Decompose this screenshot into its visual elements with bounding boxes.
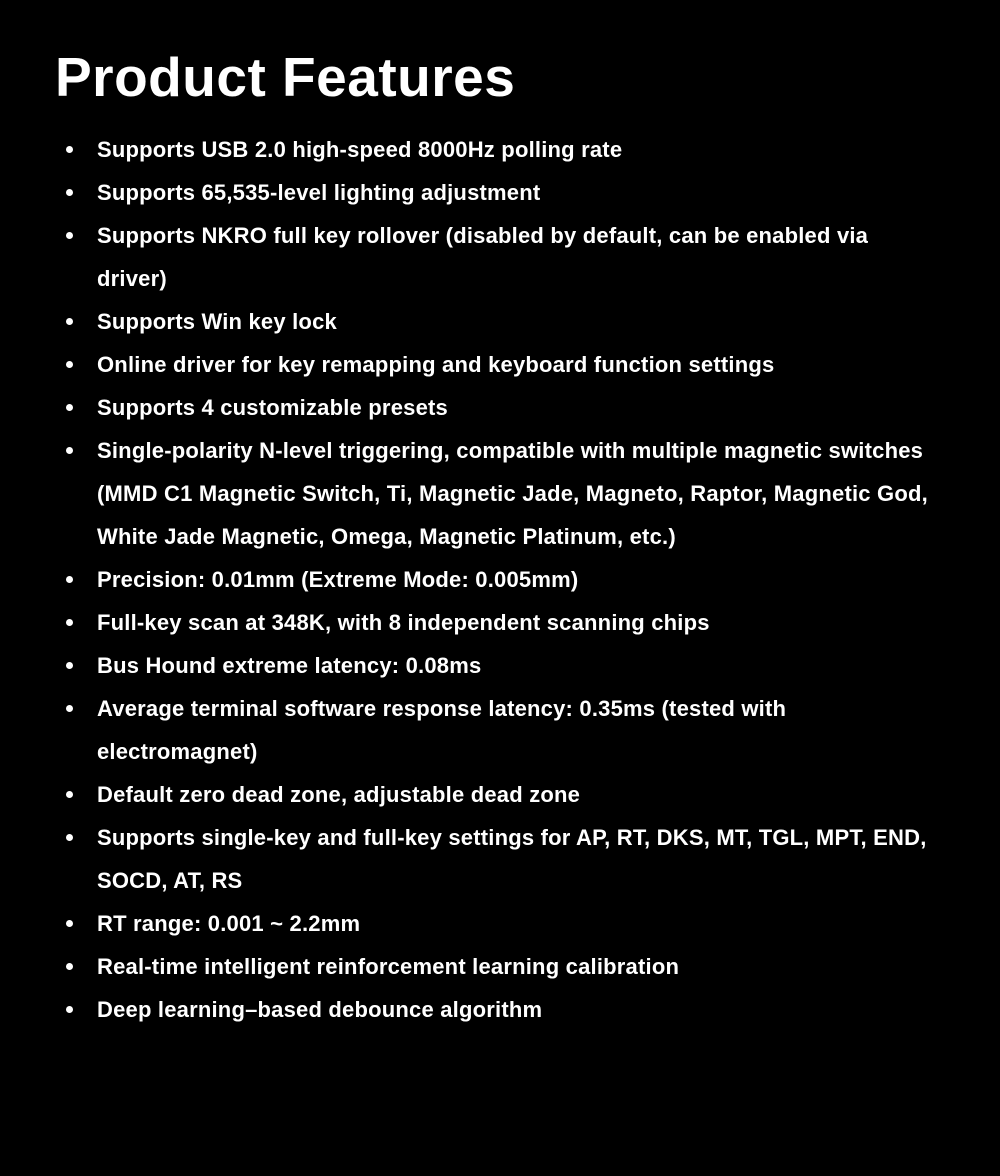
- feature-item: [55, 687, 939, 773]
- feature-text: Supports NKRO full key rollover (disabled by default, can be enabled via driver): [97, 223, 869, 291]
- feature-item: [55, 945, 939, 988]
- feature-text: Default zero dead zone, adjustable dead zone: [97, 782, 581, 807]
- feature-item: [55, 214, 939, 300]
- bullet-icon: [66, 662, 73, 669]
- feature-text: Single-polarity N-level triggering, compatible with multiple magnetic switches (MMD C1 Magnetic Switch, Ti, Magnetic Jade, Magneto, Raptor, Magnetic God, White Jade Magnetic, Omega, Magnetic Platinum, etc.): [97, 438, 928, 549]
- bullet-icon: [66, 189, 73, 196]
- bullet-icon: [66, 576, 73, 583]
- feature-item: [55, 773, 939, 816]
- feature-item: [55, 386, 939, 429]
- feature-text: Deep learning–based debounce algorithm: [97, 997, 543, 1022]
- bullet-icon: [66, 705, 73, 712]
- bullet-icon: [66, 404, 73, 411]
- feature-text: Supports single-key and full-key settings for AP, RT, DKS, MT, TGL, MPT, END, SOCD, AT, RS: [97, 825, 927, 893]
- feature-text: Supports 65,535-level lighting adjustment: [97, 180, 541, 205]
- feature-item: [55, 300, 939, 343]
- feature-text: Bus Hound extreme latency: 0.08ms: [97, 653, 482, 678]
- feature-item: [55, 171, 939, 214]
- feature-list: [55, 128, 1000, 1031]
- feature-text: Precision: 0.01mm (Extreme Mode: 0.005mm): [97, 567, 579, 592]
- feature-text: Supports Win key lock: [97, 309, 337, 334]
- feature-text: Real-time intelligent reinforcement learning calibration: [97, 954, 680, 979]
- feature-text: Average terminal software response latency: 0.35ms (tested with electromagnet): [97, 696, 787, 764]
- bullet-icon: [66, 232, 73, 239]
- bullet-icon: [66, 920, 73, 927]
- feature-item: [55, 128, 939, 171]
- feature-text: Supports 4 customizable presets: [97, 395, 448, 420]
- feature-text: RT range: 0.001 ~ 2.2mm: [97, 911, 361, 936]
- feature-text: Online driver for key remapping and keyboard function settings: [97, 352, 775, 377]
- feature-text: Full-key scan at 348K, with 8 independent scanning chips: [97, 610, 710, 635]
- bullet-icon: [66, 146, 73, 153]
- feature-item: [55, 601, 939, 644]
- bullet-icon: [66, 1006, 73, 1013]
- bullet-icon: [66, 318, 73, 325]
- bullet-icon: [66, 361, 73, 368]
- feature-item: [55, 988, 939, 1031]
- bullet-icon: [66, 834, 73, 841]
- bullet-icon: [66, 791, 73, 798]
- feature-item: [55, 902, 939, 945]
- feature-item: [55, 644, 939, 687]
- feature-item: [55, 429, 939, 558]
- page-title: Product Features: [55, 46, 516, 108]
- bullet-icon: [66, 447, 73, 454]
- feature-item: [55, 816, 939, 902]
- bullet-icon: [66, 619, 73, 626]
- feature-text: Supports USB 2.0 high-speed 8000Hz polling rate: [97, 137, 623, 162]
- feature-item: [55, 343, 939, 386]
- feature-item: [55, 558, 939, 601]
- bullet-icon: [66, 963, 73, 970]
